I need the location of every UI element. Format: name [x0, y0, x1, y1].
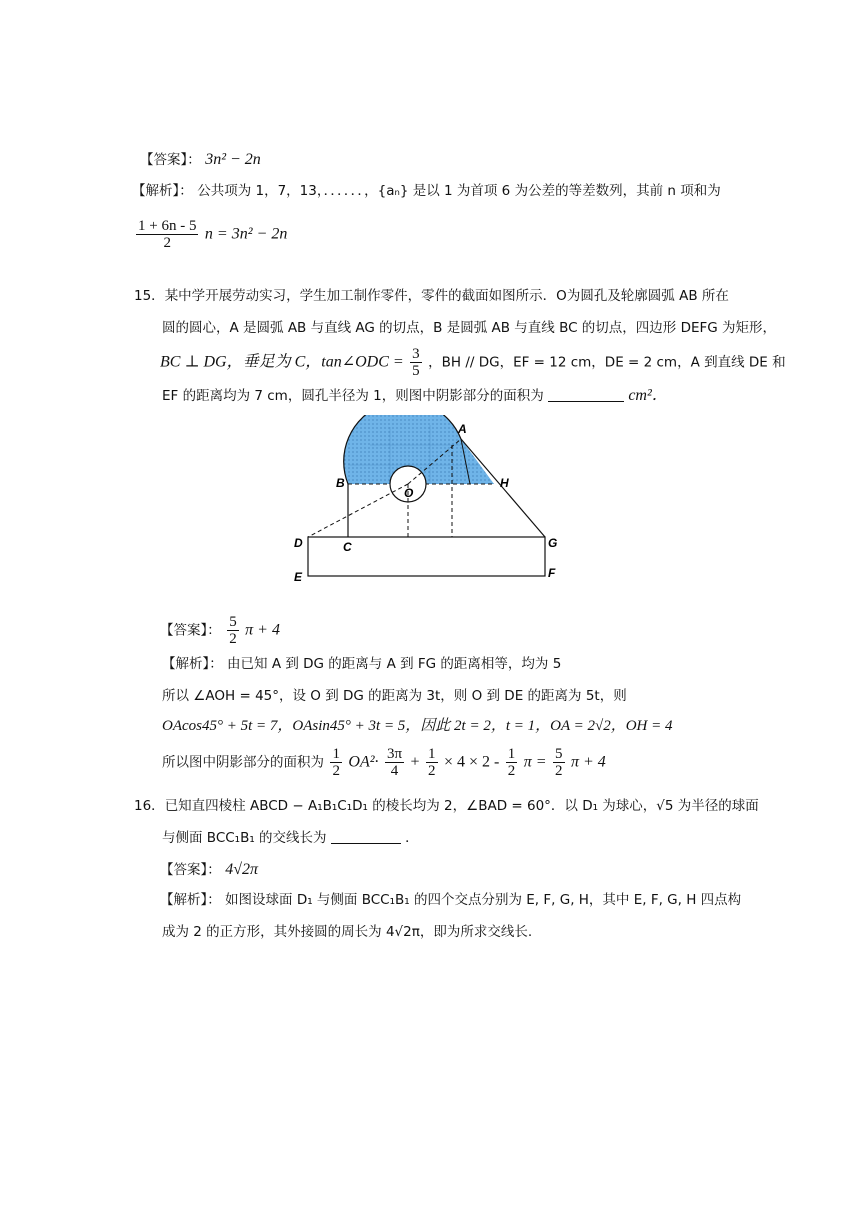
svg-text:G: G	[548, 536, 558, 550]
svg-text:E: E	[294, 570, 303, 584]
q15-line1: 15．某中学开展劳动实习，学生加工制作零件，零件的截面如图所示．O为圆孔及轮廓圆弧 AB 所在	[134, 288, 729, 304]
q16-line2: 与侧面 BCC₁B₁ 的交线长为 ．	[162, 830, 419, 846]
svg-text:D: D	[294, 536, 303, 550]
q15-analysis-3: OAcos45° + 5t = 7，OAsin45° + 3t = 5，因此 2t = 2，t = 1，OA = 2√2，OH = 4	[162, 718, 673, 734]
q16-analysis-1: 【解析】： 如图设球面 D₁ 与侧面 BCC₁B₁ 的四个交点分别为 E, F, G, H，其中 E, F, G, H 四点构	[160, 892, 742, 908]
svg-text:H: H	[500, 476, 509, 490]
q16-line1: 16．已知直四棱柱 ABCD − A₁B₁C₁D₁ 的棱长均为 2，∠BAD = 60°．以 D₁ 为球心，√5 为半径的球面	[134, 798, 759, 814]
q15-answer-row: 【答案】： $\frac{5}{2}$ π + 4	[160, 614, 280, 647]
q15-line3: BC ⊥ DG，垂足为 C，tan∠ODC = $\frac{3}{5}$ ，BH // DG，EF = 12 cm，DE = 2 cm，A 到直线 DE 和	[160, 346, 786, 379]
line-OD	[308, 484, 408, 537]
q14-analysis-text: 公共项为 1，7，13，．．．．．．，{aₙ} 是以 1 为首项 6 为公差的等差数列，其前 n 项和为	[197, 183, 721, 199]
q14-analysis-row	[132, 181, 721, 201]
q15-figure	[280, 415, 580, 590]
svg-text:B: B	[336, 476, 345, 490]
q15-number: 15．	[134, 288, 165, 304]
q15-analysis-1: 【解析】： 由已知 A 到 DG 的距离与 A 到 FG 的距离相等，均为 5	[162, 656, 562, 672]
svg-text:O: O	[404, 486, 414, 500]
svg-text:F: F	[548, 566, 556, 580]
svg-text:C: C	[343, 540, 352, 554]
q14-analysis-label: 【解析】：	[132, 183, 193, 199]
q14-formula	[134, 218, 287, 251]
q15-analysis-4: 所以图中阴影部分的面积为 $\frac{1}{2}$ OA²· $\frac{3\pi}{4}$ + $\frac{1}{2}$ × 4 × 2 - $\frac{1}{2}$ π = $\frac{5}{2}$ π + 4	[162, 746, 606, 779]
q14-formula-tail: n = 3n² − 2n	[204, 225, 288, 243]
q15-line4: EF 的距离均为 7 cm，圆孔半径为 1，则图中阴影部分的面积为 cm²．	[162, 387, 668, 404]
q15-answer-blank	[548, 387, 624, 402]
q14-fraction: $\frac{1 + 6n - 5}{2}$	[138, 218, 197, 251]
q16-analysis-2: 成为 2 的正方形，其外接圆的周长为 4√2π，即为所求交线长.	[162, 924, 533, 940]
q15-line2: 圆的圆心，A 是圆弧 AB 与直线 AG 的切点，B 是圆弧 AB 与直线 BC 的切点，四边形 DEFG 为矩形，	[162, 320, 777, 336]
q14-answer: 3n² − 2n	[205, 151, 261, 168]
q15-analysis-2: 所以 ∠AOH = 45°，设 O 到 DG 的距离为 3t，则 O 到 DE 的距离为 5t，则	[162, 688, 627, 704]
q15-tan-fraction: $\frac{3}{5}$	[412, 346, 420, 379]
q14-answer-row	[140, 150, 261, 170]
svg-text:A: A	[458, 422, 467, 436]
q14-answer-label: 【答案】：	[140, 152, 201, 168]
q16-answer-blank	[331, 829, 401, 844]
q16-answer-row: 【答案】： 4√2π	[160, 861, 258, 878]
